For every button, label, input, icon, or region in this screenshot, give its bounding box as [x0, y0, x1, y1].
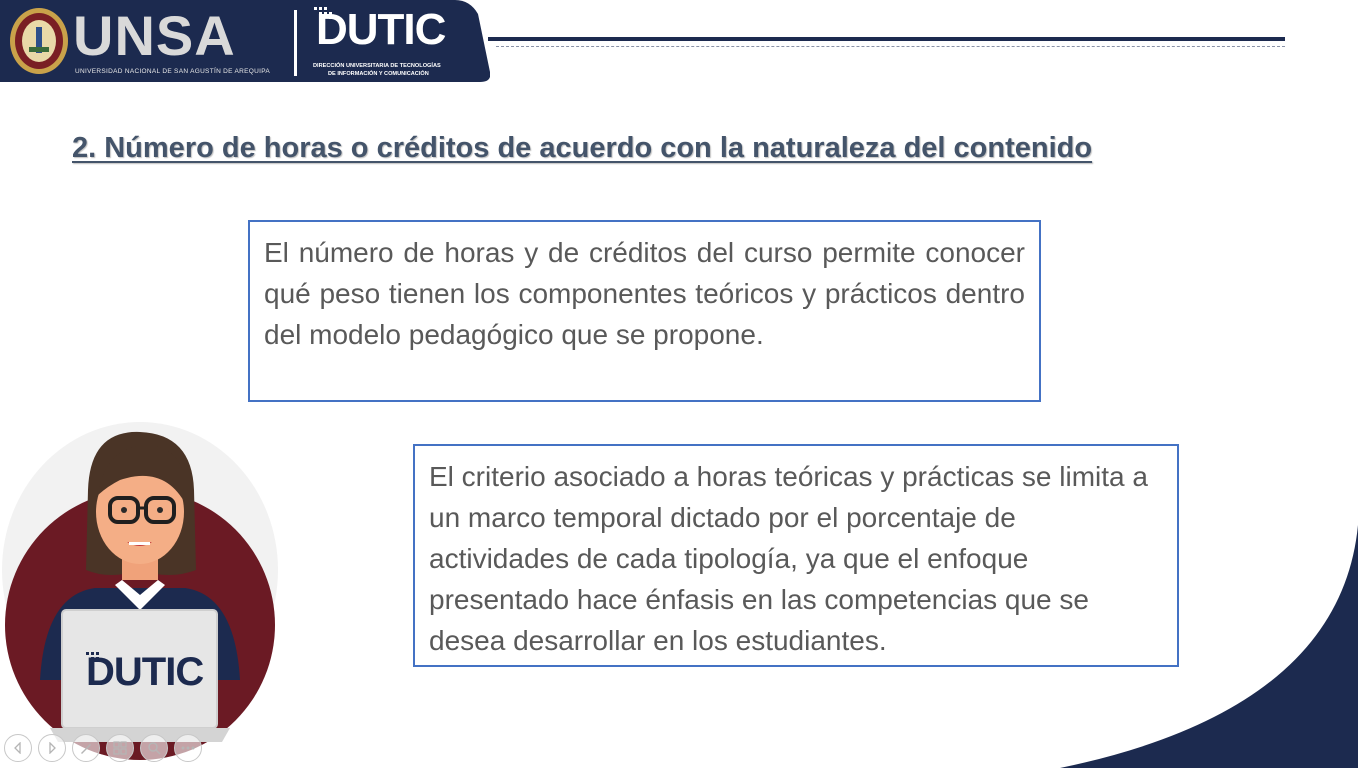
unsa-subtitle: UNIVERSIDAD NACIONAL DE SAN AGUSTÍN DE AREQUIPA	[75, 68, 271, 75]
unsa-seal-icon	[9, 7, 69, 75]
pen-icon[interactable]	[72, 734, 100, 762]
zoom-icon[interactable]	[140, 734, 168, 762]
next-icon[interactable]	[38, 734, 66, 762]
dutic-subtitle-line2: DE INFORMACIÓN Y COMUNICACIÓN	[328, 71, 429, 77]
slides-grid-icon[interactable]	[106, 734, 134, 762]
previous-icon[interactable]	[4, 734, 32, 762]
header-separator	[294, 10, 297, 76]
header-rule	[488, 37, 1285, 41]
text-box-credits: El número de horas y de créditos del curso permite conocer qué peso tienen los componentes teóricos y prácticos dentro del modelo pedagógico que se propone.	[248, 220, 1041, 402]
more-icon[interactable]	[174, 734, 202, 762]
teacher-illustration	[0, 420, 290, 768]
dutic-logo: DUTIC	[316, 5, 446, 54]
laptop-dutic-logo: DUTIC	[86, 650, 204, 694]
slideshow-controls	[0, 734, 202, 764]
unsa-logo: UNSA	[73, 4, 236, 67]
dutic-subtitle-line1: DIRECCIÓN UNIVERSITARIA DE TECNOLOGÍAS	[313, 63, 441, 69]
slide-title: 2. Número de horas o créditos de acuerdo con la naturaleza del contenido	[72, 132, 1093, 164]
text-box-criteria: El criterio asociado a horas teóricas y prácticas se limita a un marco temporal dictado por el porcentaje de actividades de cada tipología, ya que el enfoque presentado hace énfasis en las competencias que se desea desarrollar en los estudiantes.	[413, 444, 1179, 667]
corner-decoration	[1040, 500, 1358, 768]
header-dashed-rule	[496, 46, 1285, 47]
